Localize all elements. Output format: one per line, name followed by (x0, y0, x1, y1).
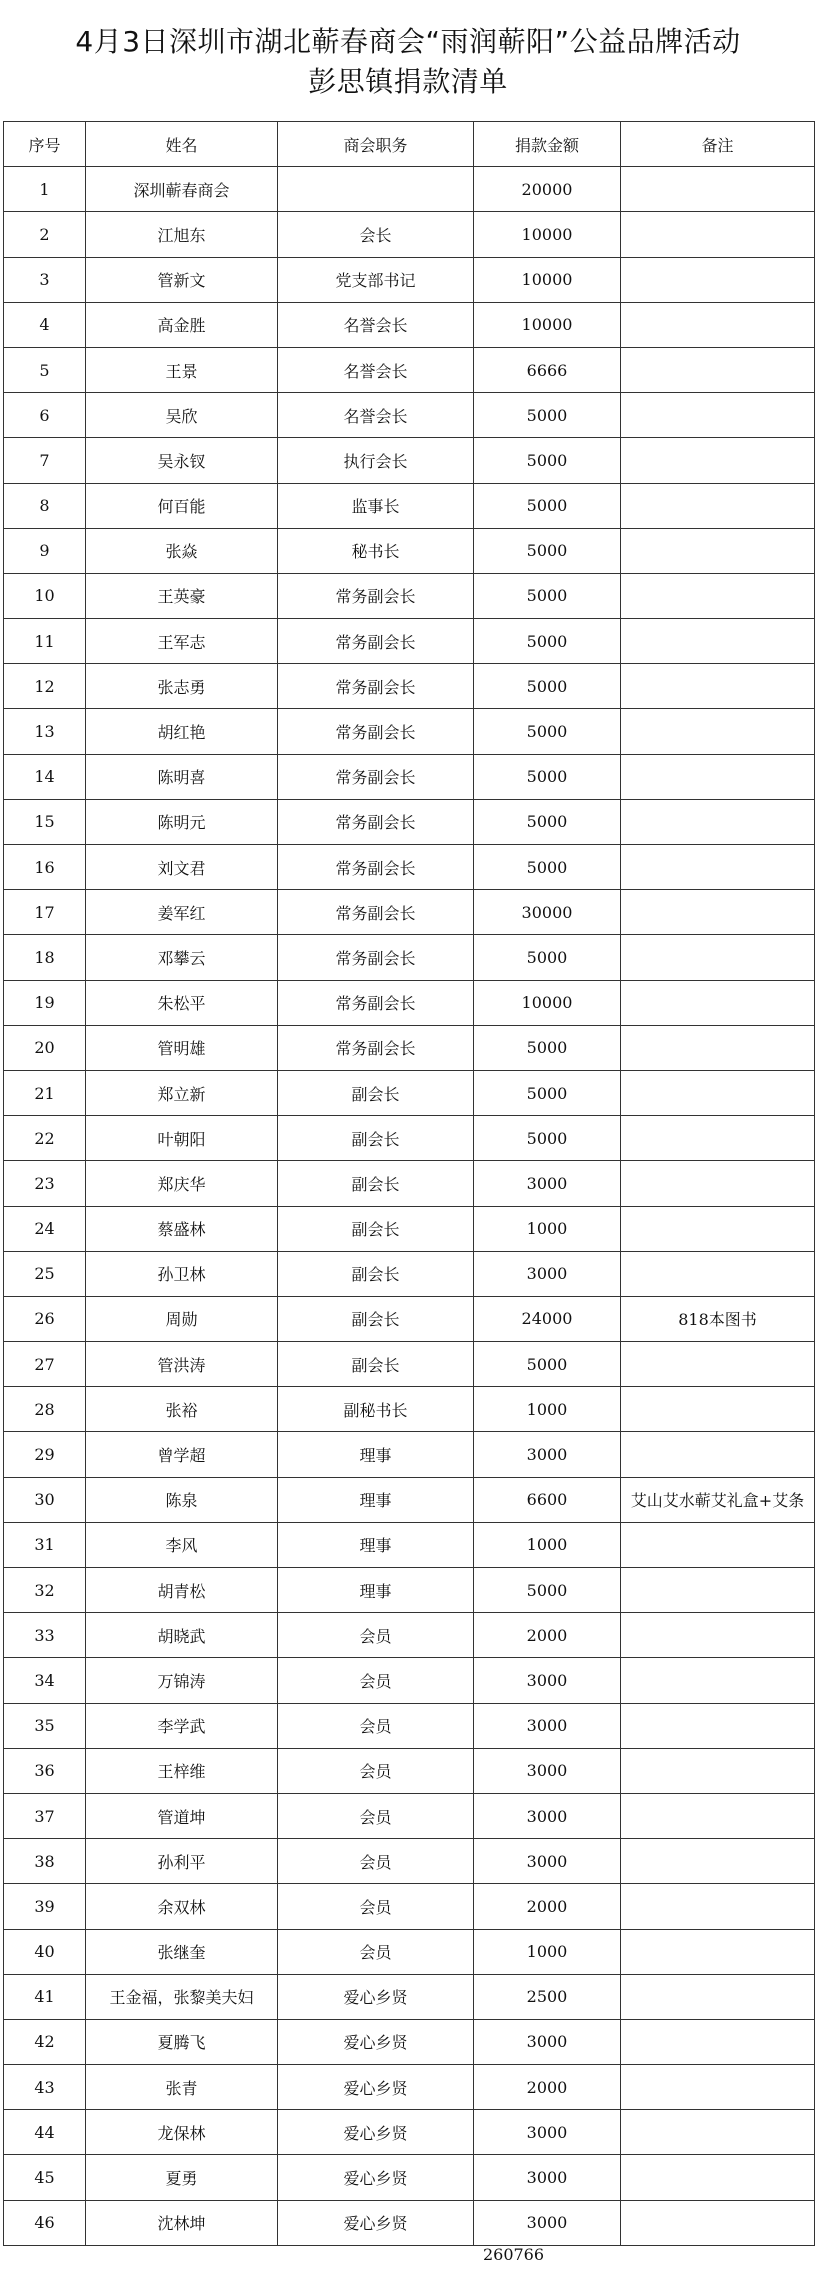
cell-remarks (621, 257, 815, 302)
cell-donation-amount: 5000 (474, 438, 621, 483)
cell-serial-number: 42 (4, 2019, 86, 2064)
cell-chamber-position (278, 167, 474, 212)
cell-donation-amount: 5000 (474, 528, 621, 573)
cell-name: 张焱 (86, 528, 278, 573)
cell-serial-number: 8 (4, 483, 86, 528)
cell-remarks (621, 980, 815, 1025)
cell-chamber-position: 会长 (278, 212, 474, 257)
cell-name: 吴欣 (86, 393, 278, 438)
cell-name: 郑立新 (86, 1070, 278, 1115)
header-remarks: 备注 (621, 122, 815, 167)
cell-chamber-position: 名誉会长 (278, 302, 474, 347)
table-row (4, 799, 815, 844)
cell-remarks (621, 212, 815, 257)
cell-chamber-position: 常务副会长 (278, 980, 474, 1025)
cell-name: 朱松平 (86, 980, 278, 1025)
cell-donation-amount: 3000 (474, 2019, 621, 2064)
table-row (4, 1432, 815, 1477)
cell-serial-number: 12 (4, 664, 86, 709)
cell-donation-amount: 1000 (474, 1387, 621, 1432)
table-body (4, 167, 815, 2246)
cell-donation-amount: 5000 (474, 935, 621, 980)
cell-name: 王英豪 (86, 573, 278, 618)
cell-remarks (621, 2155, 815, 2200)
table-row (4, 754, 815, 799)
cell-serial-number: 10 (4, 573, 86, 618)
cell-name: 陈泉 (86, 1477, 278, 1522)
cell-remarks (621, 2200, 815, 2245)
cell-serial-number: 44 (4, 2110, 86, 2155)
cell-name: 王军志 (86, 619, 278, 664)
cell-remarks (621, 483, 815, 528)
cell-name: 胡红艳 (86, 709, 278, 754)
cell-serial-number: 11 (4, 619, 86, 664)
cell-chamber-position: 监事长 (278, 483, 474, 528)
cell-remarks (621, 1793, 815, 1838)
cell-serial-number: 37 (4, 1793, 86, 1838)
cell-donation-amount: 5000 (474, 1342, 621, 1387)
table-row (4, 980, 815, 1025)
cell-chamber-position: 常务副会长 (278, 664, 474, 709)
cell-donation-amount: 3000 (474, 1703, 621, 1748)
table-row (4, 1839, 815, 1884)
cell-donation-amount: 5000 (474, 1116, 621, 1161)
header-donation-amount: 捐款金额 (474, 122, 621, 167)
cell-donation-amount: 3000 (474, 1432, 621, 1477)
cell-donation-amount: 24000 (474, 1296, 621, 1341)
cell-remarks (621, 1568, 815, 1613)
cell-serial-number: 26 (4, 1296, 86, 1341)
page-title (0, 22, 816, 102)
cell-chamber-position: 理事 (278, 1522, 474, 1567)
cell-serial-number: 32 (4, 1568, 86, 1613)
cell-remarks (621, 2110, 815, 2155)
cell-serial-number: 33 (4, 1613, 86, 1658)
cell-name: 夏腾飞 (86, 2019, 278, 2064)
cell-chamber-position: 爱心乡贤 (278, 2110, 474, 2155)
cell-serial-number: 6 (4, 393, 86, 438)
cell-serial-number: 29 (4, 1432, 86, 1477)
cell-name: 郑庆华 (86, 1161, 278, 1206)
table-row (4, 619, 815, 664)
table-row (4, 1206, 815, 1251)
cell-name: 江旭东 (86, 212, 278, 257)
cell-name: 张继奎 (86, 1929, 278, 1974)
cell-donation-amount: 6666 (474, 347, 621, 392)
cell-serial-number: 31 (4, 1522, 86, 1567)
cell-chamber-position: 副会长 (278, 1070, 474, 1115)
cell-donation-amount: 3000 (474, 1251, 621, 1296)
header-name: 姓名 (86, 122, 278, 167)
cell-donation-amount: 5000 (474, 1070, 621, 1115)
cell-serial-number: 38 (4, 1839, 86, 1884)
cell-remarks (621, 1929, 815, 1974)
cell-donation-amount: 2500 (474, 1974, 621, 2019)
table-row (4, 1568, 815, 1613)
cell-chamber-position: 常务副会长 (278, 754, 474, 799)
cell-remarks (621, 528, 815, 573)
cell-serial-number: 5 (4, 347, 86, 392)
cell-remarks (621, 347, 815, 392)
donation-table (3, 121, 815, 2246)
cell-name: 张裕 (86, 1387, 278, 1432)
cell-chamber-position: 副会长 (278, 1251, 474, 1296)
title-line-1: 4月3日深圳市湖北蕲春商会“雨润蕲阳”公益品牌活动 (75, 25, 741, 58)
cell-remarks (621, 1522, 815, 1567)
cell-donation-amount: 20000 (474, 167, 621, 212)
cell-remarks (621, 799, 815, 844)
cell-name: 何百能 (86, 483, 278, 528)
cell-serial-number: 40 (4, 1929, 86, 1974)
table-row (4, 1884, 815, 1929)
cell-name: 龙保林 (86, 2110, 278, 2155)
cell-name: 孙利平 (86, 1839, 278, 1884)
cell-remarks (621, 302, 815, 347)
cell-remarks (621, 1613, 815, 1658)
table-row (4, 664, 815, 709)
cell-remarks (621, 1342, 815, 1387)
cell-serial-number: 7 (4, 438, 86, 483)
cell-donation-amount: 5000 (474, 1568, 621, 1613)
table-row (4, 2110, 815, 2155)
header-chamber-position: 商会职务 (278, 122, 474, 167)
cell-remarks (621, 1161, 815, 1206)
cell-remarks (621, 1025, 815, 1070)
cell-serial-number: 46 (4, 2200, 86, 2245)
cell-chamber-position: 副会长 (278, 1161, 474, 1206)
table-row (4, 845, 815, 890)
cell-donation-amount: 3000 (474, 2110, 621, 2155)
cell-name: 陈明元 (86, 799, 278, 844)
cell-name: 管明雄 (86, 1025, 278, 1070)
table-row (4, 212, 815, 257)
cell-donation-amount: 5000 (474, 573, 621, 618)
cell-chamber-position: 副会长 (278, 1116, 474, 1161)
table-row (4, 1748, 815, 1793)
cell-chamber-position: 理事 (278, 1477, 474, 1522)
cell-donation-amount: 10000 (474, 302, 621, 347)
table-row (4, 1296, 815, 1341)
cell-remarks (621, 167, 815, 212)
cell-donation-amount: 5000 (474, 1025, 621, 1070)
cell-name: 沈林坤 (86, 2200, 278, 2245)
cell-donation-amount: 2000 (474, 1884, 621, 1929)
table-row (4, 1793, 815, 1838)
cell-donation-amount: 3000 (474, 1748, 621, 1793)
cell-serial-number: 9 (4, 528, 86, 573)
cell-name: 王梓维 (86, 1748, 278, 1793)
cell-remarks (621, 1748, 815, 1793)
cell-remarks (621, 1432, 815, 1477)
table-header-row (4, 122, 815, 167)
table-row (4, 890, 815, 935)
cell-remarks: 818本图书 (621, 1296, 815, 1341)
cell-remarks (621, 1703, 815, 1748)
cell-chamber-position: 副会长 (278, 1296, 474, 1341)
cell-remarks (621, 573, 815, 618)
cell-serial-number: 14 (4, 754, 86, 799)
cell-chamber-position: 理事 (278, 1432, 474, 1477)
cell-remarks (621, 890, 815, 935)
cell-donation-amount: 30000 (474, 890, 621, 935)
cell-name: 王景 (86, 347, 278, 392)
cell-serial-number: 25 (4, 1251, 86, 1296)
table-row (4, 1522, 815, 1567)
cell-chamber-position: 爱心乡贤 (278, 2155, 474, 2200)
cell-remarks (621, 845, 815, 890)
cell-name: 张志勇 (86, 664, 278, 709)
cell-serial-number: 39 (4, 1884, 86, 1929)
cell-chamber-position: 爱心乡贤 (278, 2065, 474, 2110)
cell-remarks (621, 1251, 815, 1296)
cell-donation-amount: 3000 (474, 2200, 621, 2245)
cell-serial-number: 13 (4, 709, 86, 754)
cell-chamber-position: 会员 (278, 1929, 474, 1974)
table-row (4, 2155, 815, 2200)
cell-name: 邓攀云 (86, 935, 278, 980)
cell-remarks (621, 1387, 815, 1432)
cell-name: 叶朝阳 (86, 1116, 278, 1161)
cell-donation-amount: 2000 (474, 1613, 621, 1658)
cell-remarks (621, 1206, 815, 1251)
cell-donation-amount: 3000 (474, 1839, 621, 1884)
cell-remarks: 艾山艾水蕲艾礼盒+艾条 (621, 1477, 815, 1522)
cell-serial-number: 36 (4, 1748, 86, 1793)
cell-serial-number: 27 (4, 1342, 86, 1387)
cell-donation-amount: 2000 (474, 2065, 621, 2110)
cell-serial-number: 1 (4, 167, 86, 212)
cell-chamber-position: 常务副会长 (278, 1025, 474, 1070)
cell-name: 吴永钗 (86, 438, 278, 483)
table-row (4, 483, 815, 528)
cell-serial-number: 23 (4, 1161, 86, 1206)
cell-remarks (621, 1839, 815, 1884)
cell-serial-number: 35 (4, 1703, 86, 1748)
cell-remarks (621, 1116, 815, 1161)
cell-donation-amount: 3000 (474, 2155, 621, 2200)
cell-chamber-position: 名誉会长 (278, 393, 474, 438)
table-row (4, 1387, 815, 1432)
cell-chamber-position: 常务副会长 (278, 935, 474, 980)
cell-donation-amount: 3000 (474, 1658, 621, 1703)
cell-chamber-position: 副秘书长 (278, 1387, 474, 1432)
cell-donation-amount: 5000 (474, 754, 621, 799)
cell-donation-amount: 1000 (474, 1929, 621, 1974)
cell-chamber-position: 常务副会长 (278, 619, 474, 664)
table-row (4, 1929, 815, 1974)
header-serial-number: 序号 (4, 122, 86, 167)
cell-remarks (621, 393, 815, 438)
cell-chamber-position: 会员 (278, 1658, 474, 1703)
cell-name: 刘文君 (86, 845, 278, 890)
cell-chamber-position: 会员 (278, 1703, 474, 1748)
cell-serial-number: 45 (4, 2155, 86, 2200)
cell-name: 高金胜 (86, 302, 278, 347)
table-row (4, 2065, 815, 2110)
cell-donation-amount: 1000 (474, 1206, 621, 1251)
cell-serial-number: 20 (4, 1025, 86, 1070)
cell-donation-amount: 10000 (474, 212, 621, 257)
cell-chamber-position: 常务副会长 (278, 799, 474, 844)
cell-chamber-position: 爱心乡贤 (278, 2019, 474, 2064)
cell-name: 蔡盛林 (86, 1206, 278, 1251)
cell-serial-number: 21 (4, 1070, 86, 1115)
table-row (4, 935, 815, 980)
cell-remarks (621, 754, 815, 799)
cell-name: 深圳蕲春商会 (86, 167, 278, 212)
cell-name: 夏勇 (86, 2155, 278, 2200)
cell-serial-number: 22 (4, 1116, 86, 1161)
cell-donation-amount: 3000 (474, 1161, 621, 1206)
cell-serial-number: 15 (4, 799, 86, 844)
cell-remarks (621, 619, 815, 664)
cell-chamber-position: 副会长 (278, 1206, 474, 1251)
cell-remarks (621, 1974, 815, 2019)
cell-chamber-position: 爱心乡贤 (278, 2200, 474, 2245)
table-row (4, 1703, 815, 1748)
table-row (4, 393, 815, 438)
table-row (4, 1025, 815, 1070)
cell-serial-number: 19 (4, 980, 86, 1025)
cell-chamber-position: 常务副会长 (278, 845, 474, 890)
cell-name: 姜军红 (86, 890, 278, 935)
table-row (4, 1342, 815, 1387)
table-row (4, 528, 815, 573)
table-row (4, 1974, 815, 2019)
cell-chamber-position: 会员 (278, 1839, 474, 1884)
cell-donation-amount: 10000 (474, 257, 621, 302)
cell-donation-amount: 1000 (474, 1522, 621, 1567)
cell-serial-number: 28 (4, 1387, 86, 1432)
cell-serial-number: 4 (4, 302, 86, 347)
cell-chamber-position: 会员 (278, 1884, 474, 1929)
cell-donation-amount: 10000 (474, 980, 621, 1025)
table-row (4, 573, 815, 618)
table-row (4, 438, 815, 483)
cell-serial-number: 41 (4, 1974, 86, 2019)
cell-name: 张青 (86, 2065, 278, 2110)
cell-chamber-position: 执行会长 (278, 438, 474, 483)
cell-chamber-position: 党支部书记 (278, 257, 474, 302)
cell-donation-amount: 6600 (474, 1477, 621, 1522)
cell-name: 王金福，张黎美夫妇 (86, 1974, 278, 2019)
cell-chamber-position: 会员 (278, 1793, 474, 1838)
cell-donation-amount: 5000 (474, 709, 621, 754)
cell-serial-number: 16 (4, 845, 86, 890)
cell-chamber-position: 会员 (278, 1613, 474, 1658)
table-row (4, 1251, 815, 1296)
cell-serial-number: 24 (4, 1206, 86, 1251)
cell-chamber-position: 副会长 (278, 1342, 474, 1387)
cell-serial-number: 34 (4, 1658, 86, 1703)
cell-remarks (621, 1070, 815, 1115)
cell-serial-number: 18 (4, 935, 86, 980)
cell-name: 周勋 (86, 1296, 278, 1341)
cell-chamber-position: 理事 (278, 1568, 474, 1613)
cell-chamber-position: 名誉会长 (278, 347, 474, 392)
cell-serial-number: 17 (4, 890, 86, 935)
cell-remarks (621, 935, 815, 980)
table-row (4, 1477, 815, 1522)
cell-chamber-position: 爱心乡贤 (278, 1974, 474, 2019)
table-row (4, 347, 815, 392)
cell-remarks (621, 438, 815, 483)
cell-serial-number: 3 (4, 257, 86, 302)
cell-remarks (621, 664, 815, 709)
title-line-2: 彭思镇捐款清单 (308, 65, 508, 98)
table-row (4, 709, 815, 754)
cell-donation-amount: 5000 (474, 483, 621, 528)
cell-name: 万锦涛 (86, 1658, 278, 1703)
cell-donation-amount: 5000 (474, 799, 621, 844)
cell-chamber-position: 常务副会长 (278, 573, 474, 618)
cell-remarks (621, 2065, 815, 2110)
table-row (4, 1116, 815, 1161)
donation-total: 260766 (482, 2245, 545, 2264)
cell-donation-amount: 5000 (474, 664, 621, 709)
cell-name: 胡晓武 (86, 1613, 278, 1658)
table-row (4, 1613, 815, 1658)
cell-name: 胡青松 (86, 1568, 278, 1613)
cell-chamber-position: 常务副会长 (278, 890, 474, 935)
cell-donation-amount: 5000 (474, 619, 621, 664)
cell-serial-number: 30 (4, 1477, 86, 1522)
cell-name: 李学武 (86, 1703, 278, 1748)
table-row (4, 257, 815, 302)
table-row (4, 302, 815, 347)
table-row (4, 1658, 815, 1703)
cell-name: 管新文 (86, 257, 278, 302)
cell-remarks (621, 1658, 815, 1703)
cell-chamber-position: 秘书长 (278, 528, 474, 573)
table-row (4, 167, 815, 212)
table-row (4, 1070, 815, 1115)
table-row (4, 2200, 815, 2245)
cell-donation-amount: 5000 (474, 393, 621, 438)
cell-name: 陈明喜 (86, 754, 278, 799)
cell-remarks (621, 2019, 815, 2064)
cell-chamber-position: 常务副会长 (278, 709, 474, 754)
cell-donation-amount: 3000 (474, 1793, 621, 1838)
cell-name: 管洪涛 (86, 1342, 278, 1387)
cell-name: 曾学超 (86, 1432, 278, 1477)
cell-donation-amount: 5000 (474, 845, 621, 890)
cell-name: 管道坤 (86, 1793, 278, 1838)
cell-remarks (621, 709, 815, 754)
cell-name: 李风 (86, 1522, 278, 1567)
cell-serial-number: 43 (4, 2065, 86, 2110)
cell-serial-number: 2 (4, 212, 86, 257)
cell-remarks (621, 1884, 815, 1929)
cell-name: 孙卫林 (86, 1251, 278, 1296)
table-row (4, 1161, 815, 1206)
cell-chamber-position: 会员 (278, 1748, 474, 1793)
cell-name: 余双林 (86, 1884, 278, 1929)
table-row (4, 2019, 815, 2064)
